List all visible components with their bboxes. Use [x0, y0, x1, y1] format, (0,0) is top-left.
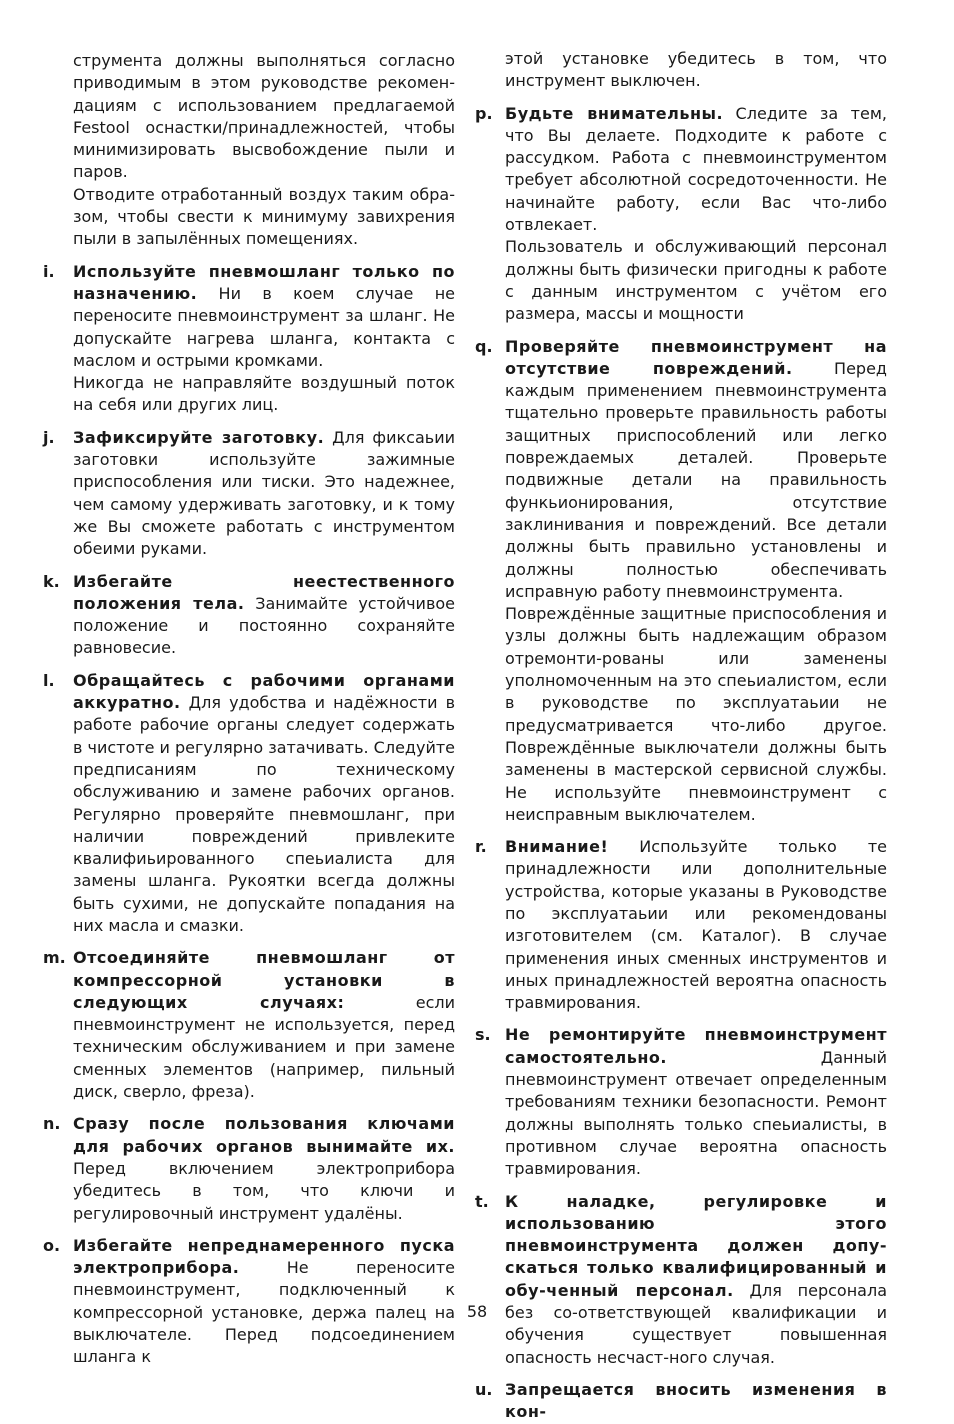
item-text: Данный пневмоинструмент отвечает определенным требованиям техники безопасности. Ремонт должны выполнять только спеьиалисты, в противном случае вероятна опасность травмирования. — [505, 1047, 887, 1179]
right-column — [475, 48, 887, 1424]
list-item — [475, 103, 887, 326]
item-letter: s. — [475, 1025, 491, 1045]
item-paragraph — [505, 1191, 887, 1369]
item-text: Перед каждым применением пневмоинструмента тщательно проверьте правильность работы защитных приспособлений или легко повреждаемых деталей. Проверьте подвижные детали на правильность функьионирования, отсутствие заклинивания и повреждений. Все детали должны быть правильно установлены и должны полностью обеспечивать исправную работу пневмоинструмента. — [505, 358, 887, 601]
lead-paragraph-2: Отводите отработанный воздух таким обра-зом, чтобы свести к минимуму завихрения пыли в запылённых помещениях. — [73, 184, 455, 249]
item-text: Следите за тем, что Вы делаете. Подходите к работе с рассудком. Работа с пневмоинструментом требует абсолютной сосредоточенности. Не начинайте работу, если Вас что-либо отвлекает. — [505, 103, 887, 235]
item-heading: Отсоединяйте пневмошланг от компрессорной установки в следующих случаях: — [73, 948, 455, 1012]
item-letter: m. — [43, 948, 66, 968]
item-paragraph — [73, 1113, 455, 1224]
list-item — [475, 336, 887, 827]
item-letter: t. — [475, 1191, 489, 1211]
item-text: Для персонала без со-ответствующей квалификации и обучения существует повышенная опасность несчаст-ного случая. — [505, 1280, 887, 1367]
left-items-list — [43, 261, 455, 1369]
item-text: Не переносите пневмоинструмент, подключенный к компрессорной установке, держа палец на выключателе. Перед подсоединением шланга к — [73, 1258, 455, 1367]
item-text: Ни в коем случае не переносите пневмоинструмент за шланг. Не допускайте нагрева шланга, контакта с маслом и острыми кромками. — [73, 283, 455, 370]
list-item — [43, 427, 455, 561]
item-paragraph — [73, 670, 455, 938]
item-letter: i. — [43, 261, 55, 281]
item-text: Перед включением электроприбора убедитесь в том, что ключи и регулировочный инструмент удалёны. — [73, 1158, 455, 1223]
item-paragraph — [73, 947, 455, 1103]
list-item — [475, 1379, 887, 1424]
item-paragraph — [73, 571, 455, 660]
item-heading: Не ремонтируйте пневмоинструмент самостоятельно. — [505, 1025, 887, 1067]
list-item — [43, 670, 455, 938]
item-paragraph — [505, 836, 887, 1014]
item-heading: Избегайте неестественного положения тела. — [73, 571, 455, 613]
item-letter: l. — [43, 670, 55, 690]
lead-paragraph: этой установке убедитесь в том, что инструмент выключен. — [505, 49, 887, 91]
item-text: Для удобства и надёжности в работе рабочие органы следует содержать в чистоте и регулярно затачивать. Следуйте предписаниям по техническому обслуживанию и замене рабочих органов. Регулярно проверяйте пневмошланг, при наличии повреждений привлеките квалифиьированного спеьиалиста для замены шланга. Рукоятки всегда должны быть сухими, не допускайте попадания на них масла и смазки. — [73, 693, 456, 935]
right-lead — [475, 48, 887, 93]
item-paragraph — [505, 1024, 887, 1180]
item-heading: Используйте пневмошланг только по назначению. — [73, 261, 455, 303]
item-heading: К наладке, регулировке и использованию этого пневмоинструмента должен допу-скаться только квалифицированный и обу-ченный персонал. — [505, 1191, 887, 1300]
page-number: 58 — [466, 1302, 488, 1321]
list-item — [43, 947, 455, 1103]
item-paragraph — [505, 103, 887, 237]
item-letter: r. — [475, 837, 487, 857]
list-item — [475, 1191, 887, 1369]
left-lead — [43, 50, 455, 251]
item-letter: u. — [475, 1379, 493, 1399]
item-extra-paragraph: Пользователь и обслуживающий персонал должны быть физически пригодны к работе с данным инструментом с учётом его размера, массы и мощности — [505, 237, 887, 324]
left-column — [43, 50, 455, 1369]
item-letter: q. — [475, 336, 493, 356]
item-letter: n. — [43, 1114, 61, 1134]
list-item — [43, 571, 455, 660]
list-item — [475, 836, 887, 1014]
item-paragraph — [73, 427, 455, 561]
item-heading: Внимание! — [505, 837, 609, 857]
item-text: Занимайте устойчивое положение и постоянно сохраняйте равновесие. — [73, 593, 455, 658]
item-extra-paragraph: Повреждённые защитные приспособления и узлы должны быть надлежащим образом отремонти-рованы или заменены уполномоченным на это спеьиалистом, если в руководстве по эксплуатаьии не предусматривается что-либо другое. Повреждённые выключатели должны быть заменены в мастерской сервисной службы. Не используйте пневмоинструмент с неисправным выключателем. — [505, 604, 887, 824]
item-heading: Сразу после пользования ключами для рабочих органов вынимайте их. — [73, 1114, 455, 1156]
item-extra-paragraph: Никогда не направляйте воздушный поток на себя или других лиц. — [73, 373, 455, 415]
item-text: если пневмоинструмент не используется, перед техническим обслуживанием и при замене сменных элементов (например, пильный диск, сверло, фреза). — [73, 992, 455, 1102]
item-letter: k. — [43, 571, 60, 591]
item-text: Для фиксаьии заготовки используйте зажимные приспособления или тиски. Это надежнее, чем самому удерживать заготовку, и к тому же Вы сможете работать с инструментом обеими руками. — [73, 427, 456, 559]
item-heading: Зафиксируйте заготовку. — [73, 427, 325, 447]
item-heading: Обращайтесь с рабочими органами аккуратно. — [73, 670, 455, 713]
item-text: Используйте только те принадлежности или дополнительные устройства, которые указаны в Руководстве по эксплуатаьии или рекомендованы изготовителем (см. Каталог). В случае применения иных сменных инструментов и иных принадлежностей вероятна опасность травмирования. — [505, 837, 887, 1013]
list-item — [43, 1113, 455, 1224]
item-heading: Запрещается вносить изменения в кон- — [505, 1379, 887, 1422]
item-paragraph — [505, 336, 887, 604]
right-items-list — [475, 103, 887, 1424]
list-item — [475, 1024, 887, 1180]
item-paragraph — [73, 261, 455, 372]
lead-paragraph-1: струмента должны выполняться согласно приводимым в этом руководстве рекомен-дациям с использованием предлагаемой Festool оснастки/принадлежностей, чтобы минимизировать высвобождение пыли и паров. — [73, 51, 455, 182]
item-heading: Проверяйте пневмоинструмент на отсутствие повреждений. — [505, 336, 887, 378]
list-item — [43, 261, 455, 417]
item-letter: o. — [43, 1235, 61, 1255]
item-letter: p. — [475, 103, 493, 123]
item-paragraph — [505, 1379, 887, 1424]
item-heading: Будьте внимательны. — [505, 103, 724, 123]
item-letter: j. — [43, 427, 55, 447]
item-heading: Избегайте непреднамеренного пуска электроприбора. — [73, 1235, 455, 1278]
